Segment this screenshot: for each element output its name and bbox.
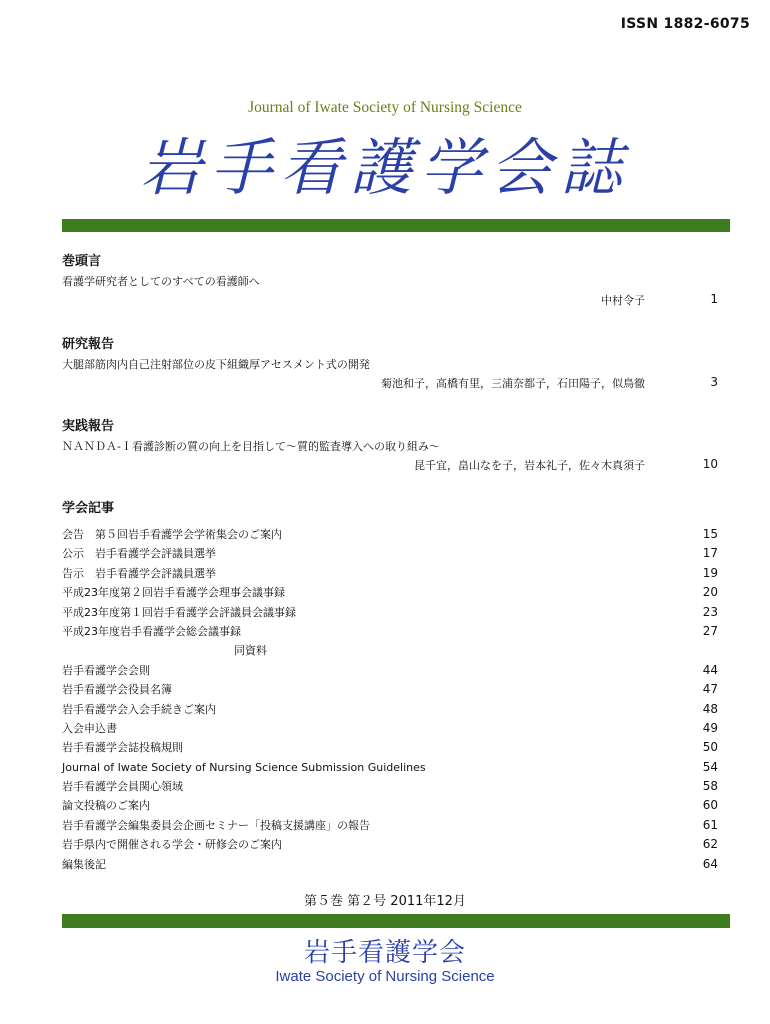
journal-title-japanese: 岩手看護学会誌: [139, 131, 630, 204]
item-label: 会告 第５回岩手看護学会学術集会のご案内: [62, 528, 282, 541]
list-item: [62, 564, 730, 583]
page-number: 64: [702, 856, 718, 871]
page-number: 27: [702, 623, 718, 638]
item-label: 入会申込書: [62, 721, 117, 735]
page-number: 1: [710, 292, 718, 306]
page-number: 48: [702, 701, 718, 716]
item-label: 論文投稿のご案内: [62, 799, 150, 813]
list-item: [62, 641, 730, 660]
publisher-name-japanese: 岩手看護学会: [303, 938, 466, 968]
list-item: [62, 835, 730, 854]
item-label: 告示 岩手看護学会評議員選挙: [62, 566, 216, 580]
page-number: 23: [702, 604, 718, 619]
list-item: [62, 603, 730, 622]
item-label: 岩手県内で開催される学会・研修会のご案内: [62, 838, 282, 852]
item-label: 公示 岩手看護学会評議員選挙: [62, 547, 216, 561]
issn-number: ISSN 1882-6075: [620, 16, 750, 32]
section-title: 巻頭言: [62, 254, 102, 269]
page-number: 62: [702, 837, 718, 852]
entry-title: 看護学研究者としてのすべての看護師へ: [62, 275, 260, 288]
item-label: 同資料: [234, 644, 267, 658]
page-number: 54: [702, 759, 718, 774]
page-number: 50: [702, 740, 718, 755]
page-number: 47: [702, 682, 718, 697]
item-label: 平成23年度岩手看護学会総会議事録: [62, 624, 241, 638]
item-label: 岩手看護学会員関心領域: [62, 780, 183, 794]
list-item: [62, 816, 730, 835]
page-number: 58: [702, 779, 718, 794]
section-title: 研究報告: [62, 337, 115, 352]
list-item: [62, 796, 730, 815]
author-row: [62, 372, 730, 392]
page-number: 3: [710, 375, 718, 389]
page-number: 19: [702, 565, 718, 580]
item-label: 平成23年度第２回岩手看護学会理事会議事録: [62, 586, 285, 600]
list-item: [62, 661, 730, 680]
list-item: [62, 622, 730, 641]
list-item: [62, 855, 730, 874]
section-practice: [62, 418, 730, 474]
author-row: [62, 289, 730, 309]
item-label: 岩手看護学会編集委員会企画セミナー「投稿支援講座」の報告: [62, 818, 370, 832]
item-label: 岩手看護学会誌投稿規則: [62, 741, 183, 755]
volume-issue-date: 第５巻 第２号 2011年12月: [304, 894, 466, 909]
authors: 昆千宜，畠山なを子，岩本礼子，佐々木真須子: [414, 459, 645, 472]
item-label: 編集後記: [62, 857, 106, 871]
page-number: 61: [702, 817, 718, 832]
list-item: [62, 680, 730, 699]
list-item: [62, 700, 730, 719]
top-green-rule: [62, 219, 730, 232]
authors: 中村令子: [601, 294, 645, 307]
item-label: Journal of Iwate Society of Nursing Science Submission Guidelines: [62, 760, 426, 774]
page-number: 49: [702, 720, 718, 735]
item-label: 岩手看護学会役員名簿: [62, 683, 172, 697]
list-item: [62, 758, 730, 777]
journal-title-english: Journal of Iwate Society of Nursing Science: [248, 99, 522, 116]
item-label: 岩手看護学会入会手続きご案内: [62, 702, 216, 716]
page-number: 44: [702, 662, 718, 677]
page-number: 17: [702, 546, 718, 561]
list-item: [62, 719, 730, 738]
section-research: [62, 336, 730, 392]
entry-title: ＮＡＮＤＡ-Ｉ看護診断の質の向上を目指して～質的監査導入への取り組み～: [62, 440, 440, 453]
society-notice-list: [62, 525, 730, 874]
list-item: [62, 525, 730, 544]
section-title: 実践報告: [62, 419, 115, 434]
list-item: [62, 777, 730, 796]
page-number: 20: [702, 585, 718, 600]
page-number: 60: [702, 798, 718, 813]
authors: 菊池和子，高橋有里，三浦奈都子，石田陽子，似鳥徹: [381, 377, 645, 390]
publisher-name-english: Iwate Society of Nursing Science: [275, 968, 495, 985]
bottom-green-rule: [62, 914, 730, 928]
entry-title: 大腿部筋肉内自己注射部位の皮下組織厚アセスメント式の開発: [62, 358, 370, 371]
page-number: 10: [702, 457, 718, 471]
item-label: 岩手看護学会会則: [62, 663, 150, 677]
list-item: [62, 583, 730, 602]
section-title: 学会記事: [62, 501, 115, 516]
author-row: [62, 454, 730, 474]
page-number: 15: [702, 527, 718, 541]
section-society: [62, 500, 730, 518]
section-foreword: [62, 253, 730, 309]
item-label: 平成23年度第１回岩手看護学会評議員会議事録: [62, 605, 296, 619]
list-item: [62, 738, 730, 757]
list-item: [62, 544, 730, 563]
